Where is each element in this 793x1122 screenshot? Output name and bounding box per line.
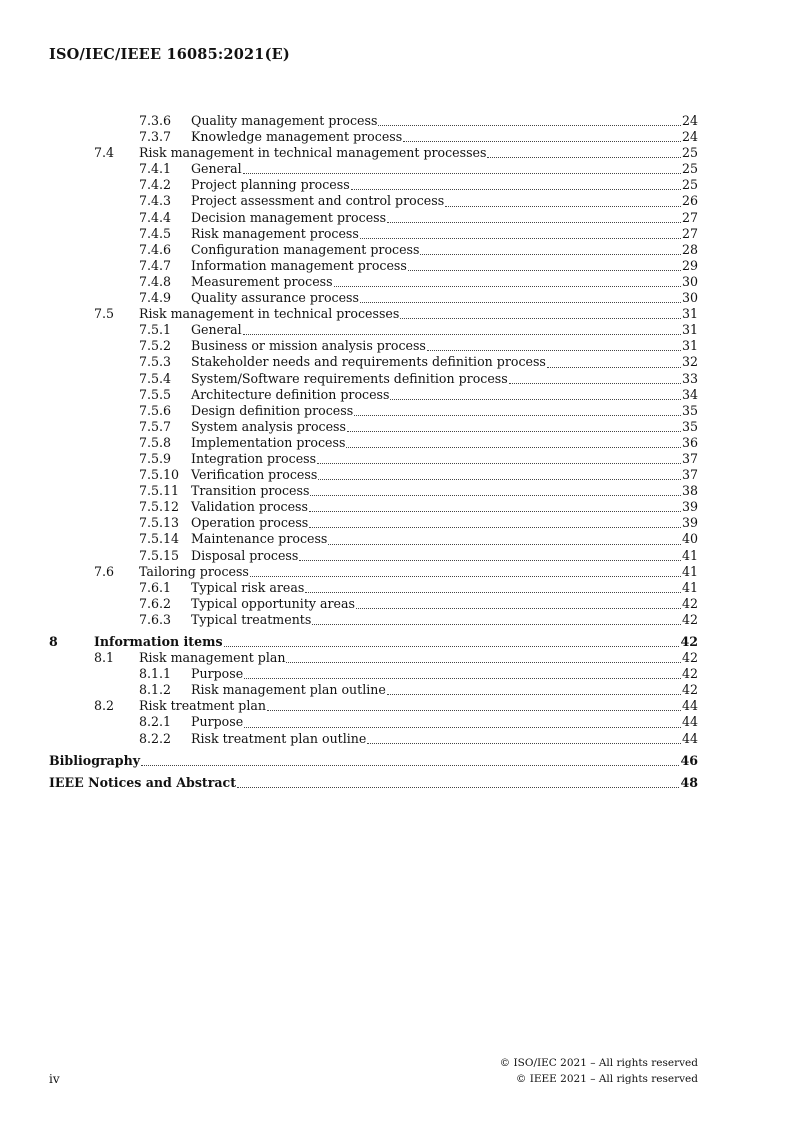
toc-entry[interactable] xyxy=(49,354,698,370)
toc-entry-page: 42 xyxy=(681,650,698,666)
toc-entry-title: General xyxy=(191,322,242,338)
toc-entry-page: 41 xyxy=(681,563,698,579)
toc-entry-title: Bibliography xyxy=(49,752,141,768)
toc-entry-number: 7.3.6 xyxy=(139,113,172,128)
dot-leader xyxy=(346,446,681,448)
toc-entry-page: 37 xyxy=(681,467,698,483)
dot-leader xyxy=(445,205,681,207)
toc-entry-page: 42 xyxy=(681,595,698,611)
toc-entry[interactable] xyxy=(49,612,698,628)
toc-entry-number: 7.5.9 xyxy=(139,450,172,466)
toc-entry-title: Stakeholder needs and requirements definition process xyxy=(191,354,546,370)
toc-entry-page: 35 xyxy=(681,402,698,418)
toc-entry[interactable] xyxy=(49,258,698,274)
toc-entry-number: 7.4.3 xyxy=(139,193,172,209)
toc-entry-title: Typical treatments xyxy=(191,611,312,627)
toc-entry[interactable] xyxy=(49,731,698,747)
toc-entry[interactable] xyxy=(49,775,698,791)
document-header: ISO/IEC/IEEE 16085:2021(E) xyxy=(49,46,290,63)
dot-leader xyxy=(400,317,681,319)
dot-leader xyxy=(318,478,681,480)
toc-entry[interactable] xyxy=(49,698,698,714)
toc-entry-number: 7.6 xyxy=(94,563,115,579)
toc-entry-title: Knowledge management process xyxy=(191,129,403,145)
dot-leader xyxy=(237,786,679,788)
dot-leader xyxy=(267,709,681,711)
dot-leader xyxy=(309,526,681,528)
toc-entry-page: 36 xyxy=(681,434,698,450)
toc-entry[interactable] xyxy=(49,322,698,338)
toc-entry[interactable] xyxy=(49,290,698,306)
toc-entry-number: 7.5.6 xyxy=(139,402,172,418)
dot-leader xyxy=(367,742,681,744)
toc-entry-number: 7.5.8 xyxy=(139,434,172,450)
dot-leader xyxy=(403,140,681,142)
toc-entry[interactable] xyxy=(49,145,698,161)
dot-leader xyxy=(250,575,681,577)
toc-entry-page: 44 xyxy=(681,730,698,746)
toc-entry-page: 39 xyxy=(681,499,698,515)
toc-entry[interactable] xyxy=(49,193,698,209)
toc-entry-page: 44 xyxy=(681,714,698,730)
toc-entry-title: Project assessment and control process xyxy=(191,193,445,209)
toc-entry-number: 7.5.10 xyxy=(139,467,180,483)
toc-entry[interactable] xyxy=(49,548,698,564)
toc-entry-number: 8.2 xyxy=(94,698,115,714)
toc-entry-title: Quality assurance process xyxy=(191,290,359,306)
toc-entry-title: Design definition process xyxy=(191,402,354,418)
toc-entry-page: 38 xyxy=(681,483,698,499)
toc-entry-title: Purpose xyxy=(191,666,244,682)
toc-entry-number: 7.4.7 xyxy=(139,257,172,273)
toc-entry-page: 27 xyxy=(681,209,698,225)
toc-entry[interactable] xyxy=(49,515,698,531)
toc-entry-title: Risk treatment plan xyxy=(139,698,266,714)
toc-entry[interactable] xyxy=(49,419,698,435)
toc-entry-page: 28 xyxy=(681,241,698,257)
dot-leader xyxy=(387,221,681,223)
toc-entry-number: 8.1 xyxy=(94,650,115,666)
toc-entry-page: 26 xyxy=(681,193,698,209)
toc-entry-page: 40 xyxy=(681,531,698,547)
toc-entry-title: Risk management plan outline xyxy=(191,682,386,698)
toc-entry[interactable] xyxy=(49,435,698,451)
toc-entry-page: 42 xyxy=(681,682,698,698)
toc-entry-page: 34 xyxy=(681,386,698,402)
toc-entry[interactable] xyxy=(49,451,698,467)
dot-leader xyxy=(354,414,681,416)
toc-entry[interactable] xyxy=(49,531,698,547)
toc-entry-page: 30 xyxy=(681,290,698,306)
toc-entry-number: 7.3.7 xyxy=(139,129,172,145)
dot-leader xyxy=(420,253,681,255)
toc-entry-page: 33 xyxy=(681,370,698,386)
toc-entry-title: Risk management in technical management processes xyxy=(139,145,487,161)
toc-entry[interactable] xyxy=(49,387,698,403)
toc-entry-title: Verification process xyxy=(191,467,318,483)
dot-leader xyxy=(244,726,681,728)
dot-leader xyxy=(224,645,680,647)
toc-entry-page: 31 xyxy=(681,338,698,354)
toc-entry-title: Purpose xyxy=(191,714,244,730)
toc-entry[interactable] xyxy=(49,666,698,682)
toc-entry-number: 7.6.2 xyxy=(139,595,172,611)
toc-entry-number: 8.2.1 xyxy=(139,714,172,730)
toc-entry[interactable] xyxy=(49,634,698,650)
toc-entry-page: 42 xyxy=(680,634,698,649)
toc-entry-page: 31 xyxy=(681,322,698,338)
toc-entry-page: 27 xyxy=(681,225,698,241)
toc-entry[interactable] xyxy=(49,242,698,258)
toc-entry-title: System/Software requirements definition process xyxy=(191,370,508,386)
toc-entry-title: Information management process xyxy=(191,257,407,273)
page-number: iv xyxy=(49,1072,60,1086)
toc-entry-number: 7.5.4 xyxy=(139,370,172,386)
dot-leader xyxy=(356,607,681,609)
toc-entry[interactable] xyxy=(49,161,698,177)
toc-entry-number: 7.4.8 xyxy=(139,273,172,289)
dot-leader xyxy=(487,156,680,158)
toc-entry-number: 7.4.5 xyxy=(139,225,172,241)
toc-entry-page: 29 xyxy=(681,257,698,273)
toc-entry-title: Operation process xyxy=(191,515,309,531)
toc-entry-number: 8.2.2 xyxy=(139,730,172,746)
toc-entry-page: 25 xyxy=(681,177,698,193)
toc-entry-number: 7.5.12 xyxy=(139,499,180,515)
toc-entry-title: Validation process xyxy=(191,499,308,515)
dot-leader xyxy=(312,623,681,625)
dot-leader xyxy=(408,269,681,271)
toc-entry-page: 24 xyxy=(681,129,698,145)
toc-entry-title: Measurement process xyxy=(191,273,333,289)
dot-leader xyxy=(141,764,679,766)
toc-entry-number: 8.1.1 xyxy=(139,666,172,682)
toc-entry-page: 35 xyxy=(681,418,698,434)
toc-entry-number: 7.4.4 xyxy=(139,209,172,225)
dot-leader xyxy=(360,301,681,303)
toc-entry-number: 8.1.2 xyxy=(139,682,172,698)
toc-entry[interactable] xyxy=(49,499,698,515)
toc-entry-page: 25 xyxy=(681,161,698,177)
dot-leader xyxy=(309,510,681,512)
dot-leader xyxy=(305,591,681,593)
toc-entry-number: 7.5.1 xyxy=(139,322,172,338)
toc-entry[interactable] xyxy=(49,210,698,226)
toc-entry-title: Business or mission analysis process xyxy=(191,338,426,354)
toc-entry-number: 7.4.2 xyxy=(139,177,172,193)
toc-entry-number: 7.5 xyxy=(94,306,115,322)
dot-leader xyxy=(387,693,681,695)
toc-entry-title: Risk management plan xyxy=(139,650,286,666)
toc-entry-page: 41 xyxy=(681,547,698,563)
toc-entry-page: 39 xyxy=(681,515,698,531)
toc-entry-number: 7.6.3 xyxy=(139,611,172,627)
dot-leader xyxy=(286,661,680,663)
toc-entry-number: 7.4.1 xyxy=(139,161,172,177)
toc-entry-title: Transition process xyxy=(191,483,310,499)
dot-leader xyxy=(310,494,681,496)
toc-entry-number: 7.6.1 xyxy=(139,579,172,595)
toc-entry-number: 7.5.3 xyxy=(139,354,172,370)
dot-leader xyxy=(360,237,681,239)
toc-entry-title: Information items xyxy=(94,634,223,649)
toc-entry[interactable] xyxy=(49,177,698,193)
toc-entry-page: 46 xyxy=(680,752,698,768)
toc-entry-title: Implementation process xyxy=(191,434,346,450)
toc-entry-number: 7.5.13 xyxy=(139,515,180,531)
toc-entry-title: Tailoring process xyxy=(139,563,249,579)
toc-entry-title: Decision management process xyxy=(191,209,387,225)
copyright-iso: © ISO/IEC 2021 – All rights reserved xyxy=(499,1057,698,1069)
toc-entry[interactable] xyxy=(49,467,698,483)
toc-entry[interactable] xyxy=(49,564,698,580)
toc-entry-page: 32 xyxy=(681,354,698,370)
toc-entry[interactable] xyxy=(49,129,698,145)
toc-entry[interactable] xyxy=(49,483,698,499)
toc-entry[interactable] xyxy=(49,753,698,769)
toc-entry-number: 7.5.14 xyxy=(139,531,180,547)
toc-entry[interactable] xyxy=(49,338,698,354)
dot-leader xyxy=(244,677,681,679)
toc-entry[interactable] xyxy=(49,403,698,419)
dot-leader xyxy=(328,543,681,545)
toc-entry-title: Risk management in technical processes xyxy=(139,306,400,322)
toc-entry[interactable] xyxy=(49,226,698,242)
toc-entry-number: 7.5.2 xyxy=(139,338,172,354)
toc-entry-title: Maintenance process xyxy=(191,531,328,547)
toc-entry-title: Risk management process xyxy=(191,225,359,241)
toc-entry-title: Configuration management process xyxy=(191,241,420,257)
dot-leader xyxy=(509,382,681,384)
dot-leader xyxy=(334,285,681,287)
toc-entry-title: Typical risk areas xyxy=(191,579,305,595)
toc-entry-title: Project planning process xyxy=(191,177,350,193)
toc-entry-title: Integration process xyxy=(191,450,317,466)
toc-entry-title: Architecture definition process xyxy=(191,386,390,402)
dot-leader xyxy=(347,430,681,432)
toc-entry[interactable] xyxy=(49,371,698,387)
toc-entry[interactable] xyxy=(49,714,698,730)
toc-entry-page: 41 xyxy=(681,579,698,595)
toc-entry-page: 25 xyxy=(681,145,698,161)
dot-leader xyxy=(243,172,681,174)
dot-leader xyxy=(427,349,681,351)
copyright-ieee: © IEEE 2021 – All rights reserved xyxy=(515,1073,698,1085)
toc-entry-page: 37 xyxy=(681,450,698,466)
toc-entry[interactable] xyxy=(49,650,698,666)
toc-entry-page: 44 xyxy=(681,698,698,714)
toc-entry-title: Typical opportunity areas xyxy=(191,595,355,611)
toc-entry[interactable] xyxy=(49,113,698,129)
toc-entry-page: 42 xyxy=(681,611,698,627)
toc-entry-page: 31 xyxy=(681,306,698,322)
dot-leader xyxy=(317,462,681,464)
toc-entry-number: 7.5.5 xyxy=(139,386,172,402)
toc-entry[interactable] xyxy=(49,596,698,612)
toc-entry-number: 7.4 xyxy=(94,145,115,161)
toc-entry[interactable] xyxy=(49,306,698,322)
dot-leader xyxy=(351,188,681,190)
toc-entry-page: 24 xyxy=(681,113,698,128)
toc-entry-title: General xyxy=(191,161,242,177)
dot-leader xyxy=(547,366,681,368)
table-of-contents xyxy=(49,113,698,791)
toc-entry[interactable] xyxy=(49,274,698,290)
toc-entry-number: 7.5.7 xyxy=(139,418,172,434)
toc-entry-number: 7.5.15 xyxy=(139,547,180,563)
toc-entry[interactable] xyxy=(49,580,698,596)
toc-entry-number: 7.4.9 xyxy=(139,290,172,306)
toc-entry-title: Risk treatment plan outline xyxy=(191,730,367,746)
dot-leader xyxy=(378,124,681,126)
toc-entry-number: 7.5.11 xyxy=(139,483,180,499)
toc-entry-title: Quality management process xyxy=(191,113,378,128)
toc-entry-title: System analysis process xyxy=(191,418,346,434)
toc-entry-page: 42 xyxy=(681,666,698,682)
toc-entry-number: 8 xyxy=(49,634,58,649)
toc-entry-page: 30 xyxy=(681,273,698,289)
toc-entry-title: Disposal process xyxy=(191,547,299,563)
dot-leader xyxy=(299,559,681,561)
toc-entry[interactable] xyxy=(49,682,698,698)
dot-leader xyxy=(390,398,681,400)
dot-leader xyxy=(243,333,681,335)
toc-entry-number: 7.4.6 xyxy=(139,241,172,257)
toc-entry-title: IEEE Notices and Abstract xyxy=(49,774,237,790)
toc-entry-page: 48 xyxy=(680,774,698,790)
